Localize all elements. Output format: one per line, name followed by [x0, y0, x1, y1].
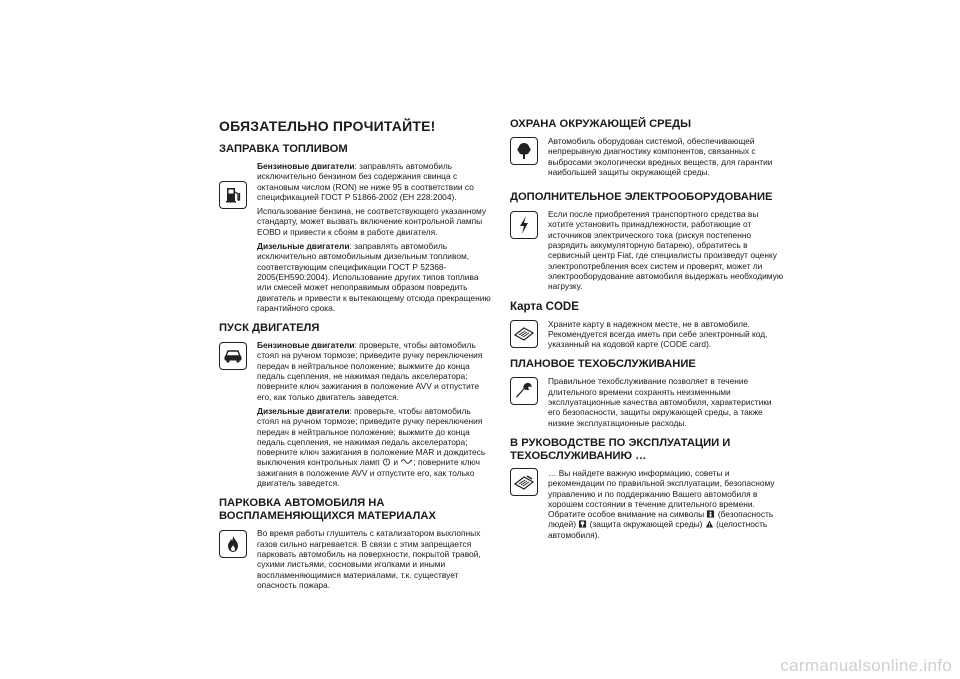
- start-text: [257, 340, 491, 488]
- fuel-petrol-text: : заправлять автомобиль исключительно бензином без содержания свинца с октановым числом (RON) не ниже 95 в соответствии со спецификацией ГОСТ Р 51866-2002 (ЕН 228:2004).: [257, 161, 474, 202]
- left-column: [219, 118, 491, 594]
- electric-section: [510, 191, 786, 291]
- fuel-standard-paragraph: Использование бензина, не соответствующего указанному стандарту, может вызвать включение контрольной лампы EOBD и привести к сбоям в работе двигателя.: [257, 206, 487, 237]
- glow-plug-icon: [400, 458, 413, 466]
- watermark-url: carmanualsonline.info: [780, 656, 952, 675]
- env-paragraph: Автомобиль оборудован системой, обеспечивающей непрерывную диагностику компонентов, связанных с выбросами экологически вредных веществ, для гарантии наибольшей защиты окружающей среды.: [548, 136, 773, 177]
- code-section: [510, 301, 786, 350]
- env-heading: ОХРАНА ОКРУЖАЮЩЕЙ СРЕДЫ: [510, 118, 692, 130]
- start-section: [219, 322, 491, 488]
- page-title: ОБЯЗАТЕЛЬНО ПРОЧИТАЙТЕ!: [219, 118, 436, 134]
- start-diesel-label: Дизельные двигатели: [257, 405, 350, 416]
- env-section: [510, 118, 786, 177]
- env-text: [548, 136, 786, 177]
- fuel-heading: ЗАПРАВКА ТОПЛИВОМ: [219, 143, 348, 155]
- electric-heading: ДОПОЛНИТЕЛЬНОЕ ЭЛЕКТРООБОРУДОВАНИЕ: [510, 191, 773, 204]
- wrench-icon: [510, 377, 538, 405]
- code-paragraph: Храните карту в надежном месте, не в автомобиле. Рекомендуется всегда иметь при себе электронный код, указанный на кодовой карте (CODE card).: [548, 318, 768, 350]
- code-heading: Карта CODE: [510, 300, 579, 313]
- manual-text-b: (безопасность людей): [548, 509, 774, 530]
- manual-text: [548, 468, 786, 540]
- start-diesel-and: и: [393, 457, 398, 468]
- start-petrol-label: Бензиновые двигатели: [257, 340, 355, 351]
- maintenance-section: [510, 358, 786, 427]
- manual-heading: В РУКОВОДСТВЕ ПО ЭКСПЛУАТАЦИИ И ТЕХОБСЛУЖИВАНИЮ …: [510, 436, 731, 462]
- fuel-text: [257, 161, 491, 313]
- parking-heading: ПАРКОВКА АВТОМОБИЛЯ НА ВОСПЛАМЕНЯЮЩИХСЯ МАТЕРИАЛАХ: [219, 497, 436, 523]
- flame-icon: [219, 530, 247, 558]
- code-card-icon: [510, 320, 538, 348]
- fuel-pump-icon: [219, 181, 247, 209]
- code-text: [548, 319, 786, 350]
- manual-text-a: … Вы найдете важную информацию, советы и рекомендации по правильной эксплуатации, безопасному управлению и по поддержанию Вашего автомобиля в хорошем состоянии в течение длительного времени. Обратите особое внимание на символы: [548, 467, 775, 520]
- environment-symbol-icon: [578, 520, 587, 528]
- lightning-icon: [510, 211, 538, 239]
- start-petrol-paragraph: [257, 340, 491, 402]
- fuel-section: [219, 143, 491, 313]
- start-diesel-text-b: ; поверните ключ зажигания в положение AVV и отпустите его, как только двигатель заведется.: [257, 457, 480, 489]
- manual-paragraph: [548, 468, 786, 540]
- start-diesel-paragraph: [257, 406, 491, 488]
- fuel-diesel-paragraph: [257, 241, 491, 313]
- car-icon: [219, 342, 247, 370]
- fuel-diesel-text: : заправлять автомобиль исключительно автомобильным дизельным топливом, соответствующим спецификации ГОСТ Р 52368- 2005(ЕН590:2004). Использование других типов топлива или смесей может непоправимым образом повредить двигатель и привести к вытекающему отсюда прекращению гарантийного срока.: [257, 241, 491, 313]
- manual-text-d: (целостность автомобиля).: [548, 519, 768, 540]
- person-safety-icon: [706, 510, 715, 518]
- parking-text: [257, 528, 491, 590]
- book-icon: [510, 468, 538, 496]
- maintenance-text: [548, 376, 786, 427]
- manual-text-c: (защита окружающей среды): [589, 519, 703, 530]
- start-heading: ПУСК ДВИГАТЕЛЯ: [219, 322, 320, 335]
- electric-text: [548, 209, 786, 291]
- electric-paragraph: Если после приобретения транспортного средства вы хотите установить принадлежности, работающие от источников электрического тока (рискуя постепенно разрядить аккумуляторную батарею), обратитесь в сервисный центр Fiat, где специалисты произведут оценку электропотребления всех систем и проверят, может ли электрооборудование автомобиля выдержать необходимую нагрузку.: [548, 209, 784, 292]
- warning-lamp-icon: [382, 458, 391, 466]
- parking-paragraph: Во время работы глушитель с катализатором выхлопных газов сильно нагревается. В связи с этим запрещается парковать автомобиль на поверхности, покрытой травой, сухими листьями, сосновыми иголками и иными воспламеняющимися материалами, т.к. существует опасность пожара.: [257, 528, 481, 590]
- right-column: [510, 118, 786, 544]
- fuel-diesel-label: Дизельные двигатели: [257, 241, 350, 252]
- tree-icon: [510, 137, 538, 165]
- parking-section: [219, 497, 491, 590]
- fuel-petrol-paragraph: [257, 161, 491, 202]
- maintenance-heading: ПЛАНОВОЕ ТЕХОБСЛУЖИВАНИЕ: [510, 358, 696, 371]
- manual-section: [510, 437, 786, 540]
- fuel-petrol-label: Бензиновые двигатели: [257, 161, 355, 171]
- maintenance-paragraph: Правильное техобслуживание позволяет в течение длительного времени сохранять неизменными эксплуатационные качества автомобиля, характеристики его безопасности, защиты окружающей среды, а также низкие эксплуатационные расходы.: [548, 376, 772, 428]
- start-petrol-text: : проверьте, чтобы автомобиль стоял на ручном тормозе; приведите ручку переключения передач в нейтральное положение; выжмите до конца педаль сцепления, не нажимая педаль акселератора; поверните ключ зажигания в положение AVV и отпустите его, как только двигатель заведется.: [257, 340, 483, 402]
- start-diesel-text-a: : проверьте, чтобы автомобиль стоял на ручном тормозе; приведите ручку переключения передач в нейтральное положение; выжмите до конца педаль сцепления, не нажимая педаль акселератора; поверните ключ зажигания в положение MAR и дождитесь выключения контрольных ламп: [257, 405, 486, 468]
- vehicle-integrity-icon: [705, 520, 714, 528]
